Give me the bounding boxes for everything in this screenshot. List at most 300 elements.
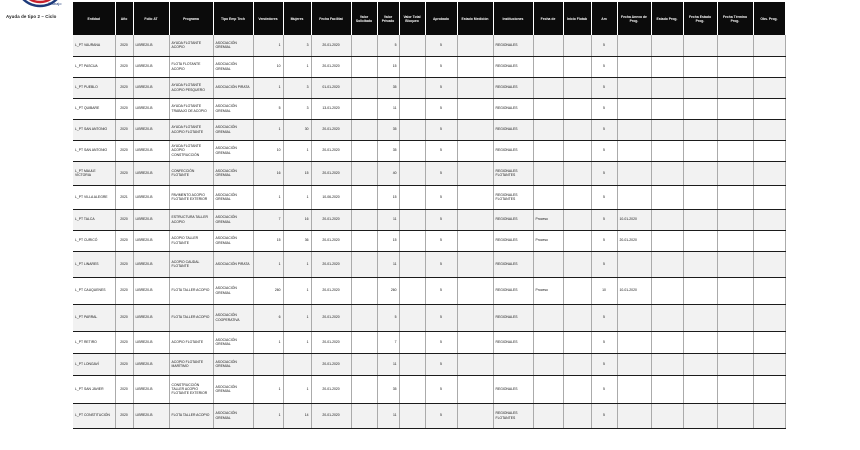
table-cell: 2020 (115, 403, 133, 428)
table-cell (563, 119, 591, 140)
table-cell: 5 (425, 119, 457, 140)
table-cell (617, 140, 651, 161)
table-cell: 20-01-2020 (311, 353, 351, 375)
table-cell: FLOTA TALLER ACOPIO (169, 277, 213, 304)
table-cell (533, 375, 563, 403)
table-row[interactable] (73, 331, 785, 353)
column-header[interactable]: Mujeres (283, 2, 311, 35)
table-cell: 3 (283, 98, 311, 119)
table-cell: FLOTA FLOTANTE ACOPIO (169, 56, 213, 77)
table-cell (753, 77, 785, 98)
table-cell: 20-01-2020 (311, 375, 351, 403)
column-header[interactable]: Fecha Término Prog. (717, 2, 753, 35)
table-cell (563, 353, 591, 375)
table-cell (651, 185, 683, 209)
table-cell (457, 277, 493, 304)
table-cell (399, 185, 425, 209)
table-cell: 5 (425, 185, 457, 209)
table-cell (651, 119, 683, 140)
table-row[interactable] (73, 403, 785, 428)
table-cell: 20-01-2020 (617, 230, 651, 251)
column-header[interactable]: Estado Medición (457, 2, 493, 35)
table-cell: 2020 (115, 375, 133, 403)
table-cell: 5 (425, 353, 457, 375)
column-header[interactable]: Año (115, 2, 133, 35)
table-row[interactable] (73, 353, 785, 375)
table-cell: 7 (377, 331, 399, 353)
table-cell: 5 (591, 161, 617, 185)
table-cell: 20-01-2020 (311, 56, 351, 77)
table-cell (533, 77, 563, 98)
table-cell (717, 185, 753, 209)
table-cell (457, 140, 493, 161)
column-header[interactable]: Folio AT (133, 2, 169, 35)
table-cell (533, 403, 563, 428)
table-cell: 2020 (115, 230, 133, 251)
table-cell (457, 77, 493, 98)
column-header[interactable]: Fecha Anexo de Prog. (617, 2, 651, 35)
table-cell (683, 353, 717, 375)
table-cell: 5 (591, 375, 617, 403)
table-cell: 11 (377, 251, 399, 277)
table-cell: 2020 (115, 98, 133, 119)
table-cell: 2020 (115, 209, 133, 230)
table-cell (683, 403, 717, 428)
table-cell (351, 353, 377, 375)
table-cell (399, 251, 425, 277)
table-cell: REGIONALES (493, 77, 533, 98)
table-cell: 1 (253, 375, 283, 403)
table-cell (617, 119, 651, 140)
table-cell: 5 (425, 403, 457, 428)
table-cell: 1 (253, 251, 283, 277)
table-cell: LIBRE20-B (133, 209, 169, 230)
table-cell (351, 77, 377, 98)
table-row[interactable] (73, 251, 785, 277)
table-cell: AYUDA FLOTANTE ACOPIO CONSTRUCCIÓN (169, 140, 213, 161)
table-cell (563, 277, 591, 304)
column-header[interactable]: Inicio Flotab (563, 2, 591, 35)
table-cell (753, 277, 785, 304)
table-cell (533, 140, 563, 161)
table-cell: 36 (283, 230, 311, 251)
table-cell (683, 277, 717, 304)
table-cell: 5 (591, 403, 617, 428)
table-cell: ACOPIO TALLER FLOTANTE (169, 230, 213, 251)
table-cell: ASOCIACIÓN GREMIAL (213, 277, 253, 304)
column-header[interactable]: Fecha Estado Prog. (683, 2, 717, 35)
column-header[interactable]: Obs. Prog. (753, 2, 785, 35)
table-cell (533, 161, 563, 185)
table-cell (683, 161, 717, 185)
table-cell: AYUDA FLOTANTE ACOPIO FLOTANTE (169, 119, 213, 140)
table-row[interactable] (73, 185, 785, 209)
table-cell: 5 (425, 77, 457, 98)
table-cell: 15 (253, 230, 283, 251)
table-cell (399, 161, 425, 185)
table-cell (717, 119, 753, 140)
table-cell: ASOCIACIÓN COOPERATIVA (213, 304, 253, 331)
column-header[interactable]: Fecha Facilitat (311, 2, 351, 35)
table-cell (617, 251, 651, 277)
table-cell (457, 353, 493, 375)
table-cell: 20-01-2020 (311, 251, 351, 277)
table-cell: REGIONALES (493, 56, 533, 77)
column-header[interactable]: Aprobado (425, 2, 457, 35)
table-cell (617, 403, 651, 428)
table-cell: 5 (591, 98, 617, 119)
table-cell (651, 403, 683, 428)
table-cell (617, 331, 651, 353)
table-cell: 14 (283, 403, 311, 428)
table-cell: 20-01-2020 (311, 209, 351, 230)
column-header[interactable]: Valor Total Bloqueo (399, 2, 425, 35)
table-cell: ASOCIACIÓN GREMIAL (213, 403, 253, 428)
table-row[interactable] (73, 98, 785, 119)
table-cell (683, 209, 717, 230)
table-cell (533, 251, 563, 277)
table-row[interactable] (73, 56, 785, 77)
table-cell (753, 35, 785, 56)
table-cell: 1 (253, 77, 283, 98)
table-cell (457, 230, 493, 251)
table-cell: 3 (283, 35, 311, 56)
table-cell: 11 (377, 353, 399, 375)
table-cell: 20-01-2020 (311, 161, 351, 185)
column-header[interactable]: Valor Privado (377, 2, 399, 35)
table-row[interactable] (73, 119, 785, 140)
table-cell: ESTRUCTURA TALLER ACOPIO (169, 209, 213, 230)
table-cell (399, 304, 425, 331)
table-cell (717, 304, 753, 331)
table-cell: 5 (591, 353, 617, 375)
table-cell: REGIONALES (493, 230, 533, 251)
table-cell: 01-01-2020 (311, 77, 351, 98)
table-row[interactable] (73, 140, 785, 161)
table-cell (683, 119, 717, 140)
table-cell: 5 (591, 77, 617, 98)
table-cell (457, 56, 493, 77)
table-cell (683, 56, 717, 77)
table-cell (351, 251, 377, 277)
table-cell (683, 331, 717, 353)
table-cell: 3 (283, 77, 311, 98)
table-cell: ASOCIACIÓN GREMIAL (213, 230, 253, 251)
table-cell (351, 375, 377, 403)
table-cell: ASOCIACIÓN GREMIAL (213, 209, 253, 230)
table-cell: 2020 (115, 35, 133, 56)
column-header[interactable]: Tipo Emp Tech (213, 2, 253, 35)
table-cell (351, 209, 377, 230)
table-cell: 15 (377, 230, 399, 251)
table-cell (717, 56, 753, 77)
table-cell (717, 161, 753, 185)
table-cell: REGIONALES (493, 209, 533, 230)
table-cell (651, 161, 683, 185)
table-cell: 1 (283, 251, 311, 277)
table-cell (563, 35, 591, 56)
table-cell (457, 304, 493, 331)
table-cell: 5 (591, 230, 617, 251)
table-cell: LIBRE20-B (133, 77, 169, 98)
table-cell: LIBRE20-B (133, 185, 169, 209)
table-row[interactable] (73, 209, 785, 230)
table-cell (563, 98, 591, 119)
column-header[interactable]: Estado Prog. (651, 2, 683, 35)
table-cell (399, 331, 425, 353)
table-cell (617, 353, 651, 375)
table-cell: L_PT VILLA ALEGRE (73, 185, 115, 209)
table-cell (563, 77, 591, 98)
column-header[interactable]: Valor Solicitado (351, 2, 377, 35)
table-cell: 35 (377, 140, 399, 161)
table-cell (351, 185, 377, 209)
table-cell: 2020 (115, 304, 133, 331)
table-cell: 35 (377, 119, 399, 140)
table-row[interactable] (73, 304, 785, 331)
table-cell (563, 331, 591, 353)
table-cell (399, 98, 425, 119)
table-cell (651, 251, 683, 277)
table-cell (351, 230, 377, 251)
table-cell (753, 119, 785, 140)
table-cell: L_PT CONSTITUCIÓN (73, 403, 115, 428)
table-cell (753, 331, 785, 353)
data-table-container (73, 2, 785, 448)
table-cell (399, 35, 425, 56)
table-cell: L_PT PASCUA (73, 56, 115, 77)
table-row[interactable] (73, 230, 785, 251)
table-cell: L_PT SAN ANTONIO (73, 119, 115, 140)
table-cell: 20-01-2020 (311, 403, 351, 428)
column-header[interactable]: Instituciones (493, 2, 533, 35)
table-cell: 5 (425, 251, 457, 277)
table-row[interactable] (73, 35, 785, 56)
table-cell: 40 (377, 161, 399, 185)
table-cell: 1 (283, 277, 311, 304)
table-cell (617, 35, 651, 56)
table-cell: 20-01-2020 (311, 119, 351, 140)
column-header[interactable]: Programa (169, 2, 213, 35)
logo-caption: Trabajo (48, 1, 62, 6)
table-cell: 7 (253, 209, 283, 230)
table-cell: 1 (283, 140, 311, 161)
table-cell (753, 98, 785, 119)
table-cell: 20-01-2020 (311, 140, 351, 161)
table-cell: 1 (253, 119, 283, 140)
table-cell: 5 (425, 331, 457, 353)
table-cell: L_PT LINARES (73, 251, 115, 277)
table-cell: 30 (283, 119, 311, 140)
table-cell: 16 (283, 209, 311, 230)
table-cell (457, 161, 493, 185)
table-cell (399, 56, 425, 77)
table-cell: 2020 (115, 161, 133, 185)
table-cell (399, 77, 425, 98)
table-cell: REGIONALES (493, 119, 533, 140)
table-cell: 5 (425, 161, 457, 185)
table-cell (717, 331, 753, 353)
table-cell (753, 230, 785, 251)
table-cell (351, 119, 377, 140)
table-row[interactable] (73, 161, 785, 185)
table-cell (717, 251, 753, 277)
table-cell: 2020 (115, 56, 133, 77)
table-cell: CONFECCIÓN FLOTANTE (169, 161, 213, 185)
table-cell (753, 209, 785, 230)
table-cell (533, 304, 563, 331)
table-cell: 1 (283, 375, 311, 403)
table-cell: 5 (591, 56, 617, 77)
table-cell (533, 35, 563, 56)
table-cell (753, 304, 785, 331)
table-cell: Proceso (533, 277, 563, 304)
table-cell (399, 119, 425, 140)
table-cell: 260 (253, 277, 283, 304)
table-cell: ACOPIO CAUDAL FLOTANTE (169, 251, 213, 277)
table-cell (717, 230, 753, 251)
table-cell (617, 304, 651, 331)
table-cell: 11 (377, 98, 399, 119)
table-cell (457, 331, 493, 353)
table-cell: L_PT QUIBARE (73, 98, 115, 119)
table-cell: 1 (283, 331, 311, 353)
table-cell (563, 403, 591, 428)
table-cell: 13-01-2020 (311, 98, 351, 119)
column-header[interactable]: Vendedores (253, 2, 283, 35)
table-cell (563, 209, 591, 230)
table-cell (253, 353, 283, 375)
column-header[interactable]: Entidad (73, 2, 115, 35)
table-cell: CONSTRUCCIÓN TALLER ACOPIO FLOTANTE EXTERIOR (169, 375, 213, 403)
table-cell: 2020 (115, 331, 133, 353)
table-cell: PAVIMENTO ACOPIO FLOTANTE EXTERIOR (169, 185, 213, 209)
table-cell (563, 251, 591, 277)
table-row[interactable] (73, 77, 785, 98)
table-cell (493, 353, 533, 375)
table-cell: ASOCIACIÓN PIRATA (213, 77, 253, 98)
table-cell: FLOTA TALLER ACOPIO (169, 304, 213, 331)
table-cell (651, 331, 683, 353)
table-cell: L_PT VAURANA (73, 35, 115, 56)
table-cell (399, 209, 425, 230)
table-cell (563, 161, 591, 185)
table-cell: LIBRE20-B (133, 277, 169, 304)
table-cell: 5 (425, 140, 457, 161)
table-cell: 5 (425, 230, 457, 251)
table-cell (717, 277, 753, 304)
table-cell (717, 375, 753, 403)
table-cell (617, 77, 651, 98)
table-cell (399, 353, 425, 375)
table-cell: FLOTA TALLER ACOPIO (169, 403, 213, 428)
table-cell (753, 353, 785, 375)
table-cell: 1 (253, 35, 283, 56)
table-cell: 10-06-2020 (311, 185, 351, 209)
table-cell (717, 98, 753, 119)
table-cell: 2020 (115, 277, 133, 304)
table-cell (351, 35, 377, 56)
table-cell: ASOCIACIÓN GREMIAL (213, 161, 253, 185)
table-cell (717, 209, 753, 230)
table-cell (683, 304, 717, 331)
table-cell: 20-01-2020 (311, 331, 351, 353)
table-cell: L_PT TALCA (73, 209, 115, 230)
table-cell (563, 185, 591, 209)
table-cell: 2020 (115, 119, 133, 140)
table-cell (533, 98, 563, 119)
table-cell (683, 35, 717, 56)
table-cell: 5 (377, 304, 399, 331)
table-header-row (73, 2, 785, 35)
table-cell: 20-01-2020 (311, 230, 351, 251)
table-cell (753, 251, 785, 277)
table-cell (457, 185, 493, 209)
column-header[interactable]: Am (591, 2, 617, 35)
table-cell: ASOCIACIÓN GREMIAL (213, 35, 253, 56)
table-cell (651, 77, 683, 98)
table-cell (351, 331, 377, 353)
table-cell: AYUDA FLOTANTE ACOPIO (169, 35, 213, 56)
table-cell: ASOCIACIÓN GREMIAL (213, 331, 253, 353)
table-cell: 2020 (115, 251, 133, 277)
table-cell (457, 98, 493, 119)
table-cell: LIBRE20-B (133, 119, 169, 140)
table-cell: Proceso (533, 230, 563, 251)
table-cell (351, 140, 377, 161)
table-cell: REGIONALES (493, 304, 533, 331)
table-cell: 16 (253, 161, 283, 185)
table-cell (399, 375, 425, 403)
table-cell: L_PT SAN JAVIER (73, 375, 115, 403)
table-cell: LIBRE20-B (133, 35, 169, 56)
table-cell: L_PT CAUQUENES (73, 277, 115, 304)
table-cell (351, 56, 377, 77)
table-cell (651, 35, 683, 56)
table-cell (753, 140, 785, 161)
page-subtitle: Ayuda de tipo 2 – Ciclo (6, 14, 57, 19)
table-cell: LIBRE20-B (133, 98, 169, 119)
table-cell: REGIONALES FLOTANTES (493, 403, 533, 428)
table-cell: REGIONALES (493, 375, 533, 403)
table-cell: 5 (425, 56, 457, 77)
table-cell: ASOCIACIÓN GREMIAL (213, 56, 253, 77)
table-cell: ASOCIACIÓN GREMIAL (213, 98, 253, 119)
table-cell: REGIONALES (493, 140, 533, 161)
table-cell (717, 35, 753, 56)
table-cell (717, 77, 753, 98)
table-cell: 5 (425, 35, 457, 56)
table-cell: 10-01-2020 (617, 277, 651, 304)
table-cell: AYUDA FLOTANTE TRABAJO DE ACOPIO (169, 98, 213, 119)
column-header[interactable]: Fecha de (533, 2, 563, 35)
table-cell (457, 251, 493, 277)
table-cell (651, 209, 683, 230)
table-cell (617, 185, 651, 209)
table-cell: LIBRE20-B (133, 304, 169, 331)
table-cell: 2020 (115, 140, 133, 161)
table-row[interactable] (73, 375, 785, 403)
table-cell (617, 161, 651, 185)
table-cell: 5 (425, 277, 457, 304)
table-cell (651, 277, 683, 304)
table-cell: 1 (283, 304, 311, 331)
table-cell: 5 (591, 119, 617, 140)
table-cell: 6 (253, 304, 283, 331)
data-table (73, 2, 786, 429)
table-row[interactable] (73, 277, 785, 304)
table-cell (753, 375, 785, 403)
